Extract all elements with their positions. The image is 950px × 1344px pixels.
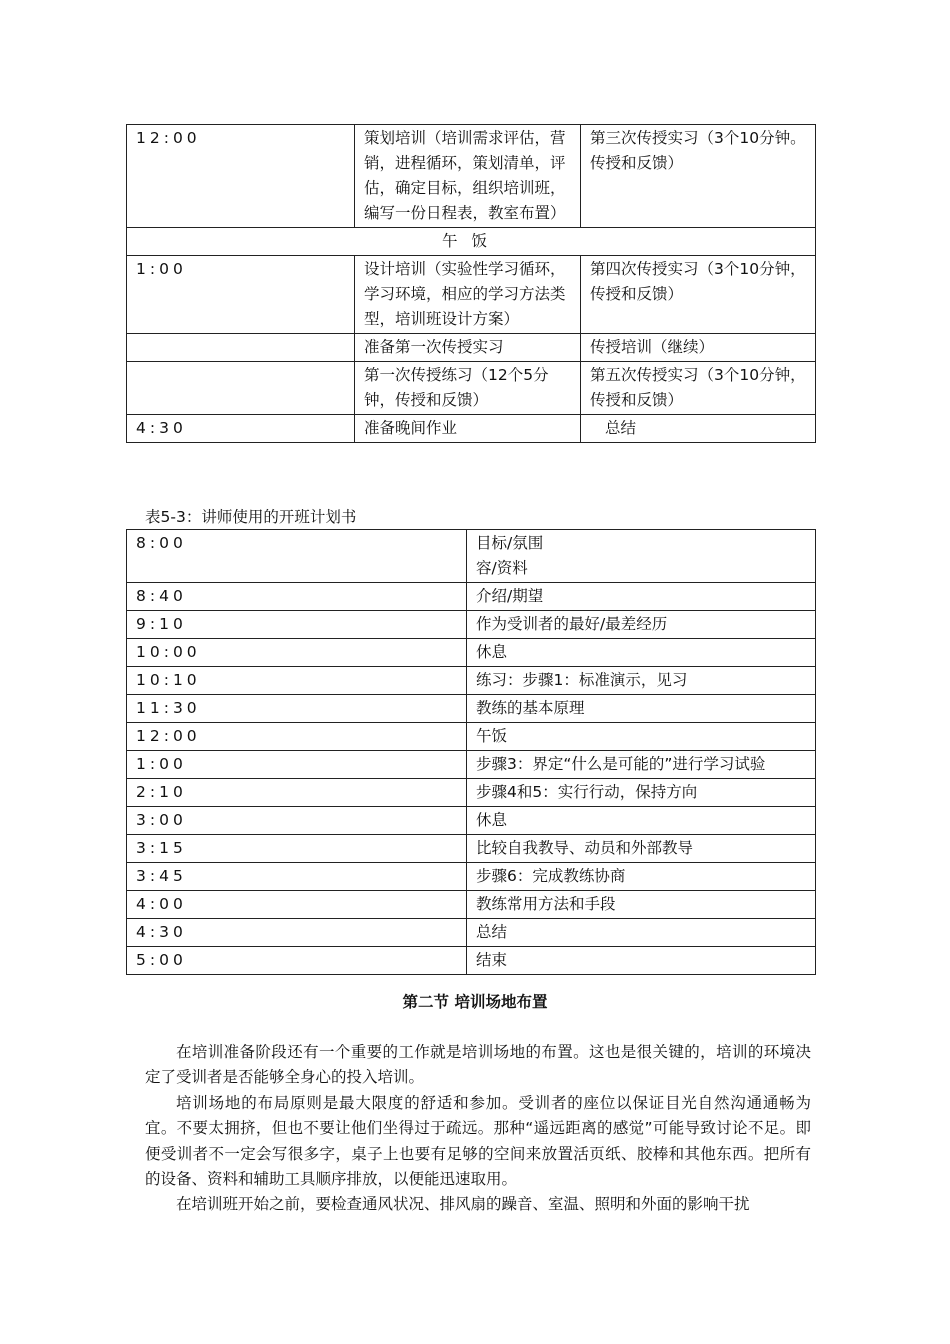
content-cell: 策划培训（培训需求评估，营销，进程循环，策划清单，评估，确定目标，组织培训班，编写一份日程表，教室布置） [355,125,581,228]
activity-line: 容/资料 [476,559,528,577]
table-caption: 表5-3：讲师使用的开班计划书 [145,508,357,526]
section-body [145,1040,811,1218]
activity-cell [467,530,816,583]
practice-cell: 第四次传授实习（3个10分钟，传授和反馈） [581,256,816,334]
table-row [127,611,816,639]
time-cell: 10:00 [127,639,467,667]
table-row [127,228,816,256]
practice-cell: 第三次传授实习（3个10分钟。传授和反馈） [581,125,816,228]
activity-cell: 总结 [467,919,816,947]
time-cell: 8:40 [127,583,467,611]
training-schedule-table [126,124,816,443]
content-cell: 准备第一次传授实习 [355,334,581,362]
paragraph: 在培训准备阶段还有一个重要的工作就是培训场地的布置。这也是很关键的，培训的环境决定了受训者是否能够全身心的投入培训。 [145,1043,811,1087]
content-cell: 准备晚间作业 [355,415,581,443]
time-cell: 2:10 [127,779,467,807]
table-row [127,947,816,975]
table-row [127,256,816,334]
time-cell: 4:30 [127,415,355,443]
time-cell: 11:30 [127,695,467,723]
table-row [127,723,816,751]
activity-cell: 结束 [467,947,816,975]
activity-cell: 休息 [467,639,816,667]
table-row [127,530,816,583]
activity-cell: 步骤4和5：实行行动，保持方向 [467,779,816,807]
class-plan-table [126,529,816,975]
activity-cell: 介绍/期望 [467,583,816,611]
activity-cell: 教练的基本原理 [467,695,816,723]
practice-cell: 第五次传授实习（3个10分钟，传授和反馈） [581,362,816,415]
table-row [127,639,816,667]
activity-cell: 比较自我教导、动员和外部教导 [467,835,816,863]
practice-cell: 传授培训（继续） [581,334,816,362]
activity-cell: 步骤6：完成教练协商 [467,863,816,891]
table-row [127,891,816,919]
table-row [127,415,816,443]
table-row [127,807,816,835]
time-cell: 1:00 [127,256,355,334]
paragraph: 在培训班开始之前，要检查通风状况、排风扇的躁音、室温、照明和外面的影响干扰 [176,1195,750,1214]
time-cell: 12:00 [127,125,355,228]
time-cell: 1:00 [127,751,467,779]
time-cell: 3:15 [127,835,467,863]
table-row [127,334,816,362]
time-cell: 12:00 [127,723,467,751]
lunch-label: 午饭 [441,232,501,250]
content-cell: 第一次传授练习（12个5分钟，传授和反馈） [355,362,581,415]
table-row [127,362,816,415]
time-cell: 4:00 [127,891,467,919]
table-row [127,583,816,611]
time-cell: 4:30 [127,919,467,947]
content-cell: 设计培训（实验性学习循环，学习环境，相应的学习方法类型，培训班设计方案） [355,256,581,334]
activity-cell: 午饭 [467,723,816,751]
activity-cell: 练习：步骤1：标准演示，见习 [467,667,816,695]
paragraph: 培训场地的布局原则是最大限度的舒适和参加。受训者的座位以保证目光自然沟通通畅为宜。不要太拥挤，但也不要让他们坐得过于疏远。那种“遥远距离的感觉”可能导致讨论不足。即便受训者不一定会写很多字，桌子上也要有足够的空间来放置活页纸、胶棒和其他东西。把所有的设备、资料和辅助工具顺序排放，以便能迅速取用。 [145,1093,811,1189]
activity-line: 目标/氛围 [476,534,544,552]
time-cell [127,362,355,415]
time-cell: 10:10 [127,667,467,695]
section-heading: 第二节 培训场地布置 [402,993,548,1011]
activity-cell: 作为受训者的最好/最差经历 [467,611,816,639]
time-cell: 5:00 [127,947,467,975]
activity-cell: 步骤3：界定“什么是可能的”进行学习试验 [467,751,816,779]
table-row [127,125,816,228]
time-cell: 8:00 [127,530,467,583]
table-row [127,835,816,863]
time-cell [127,334,355,362]
table-row [127,667,816,695]
activity-cell: 休息 [467,807,816,835]
activity-cell: 教练常用方法和手段 [467,891,816,919]
lunch-cell [127,228,816,256]
practice-cell: 总结 [581,415,816,443]
time-cell: 9:10 [127,611,467,639]
time-cell: 3:00 [127,807,467,835]
table-row [127,695,816,723]
table-row [127,919,816,947]
table-row [127,779,816,807]
time-cell: 3:45 [127,863,467,891]
table-row [127,863,816,891]
table-row [127,751,816,779]
